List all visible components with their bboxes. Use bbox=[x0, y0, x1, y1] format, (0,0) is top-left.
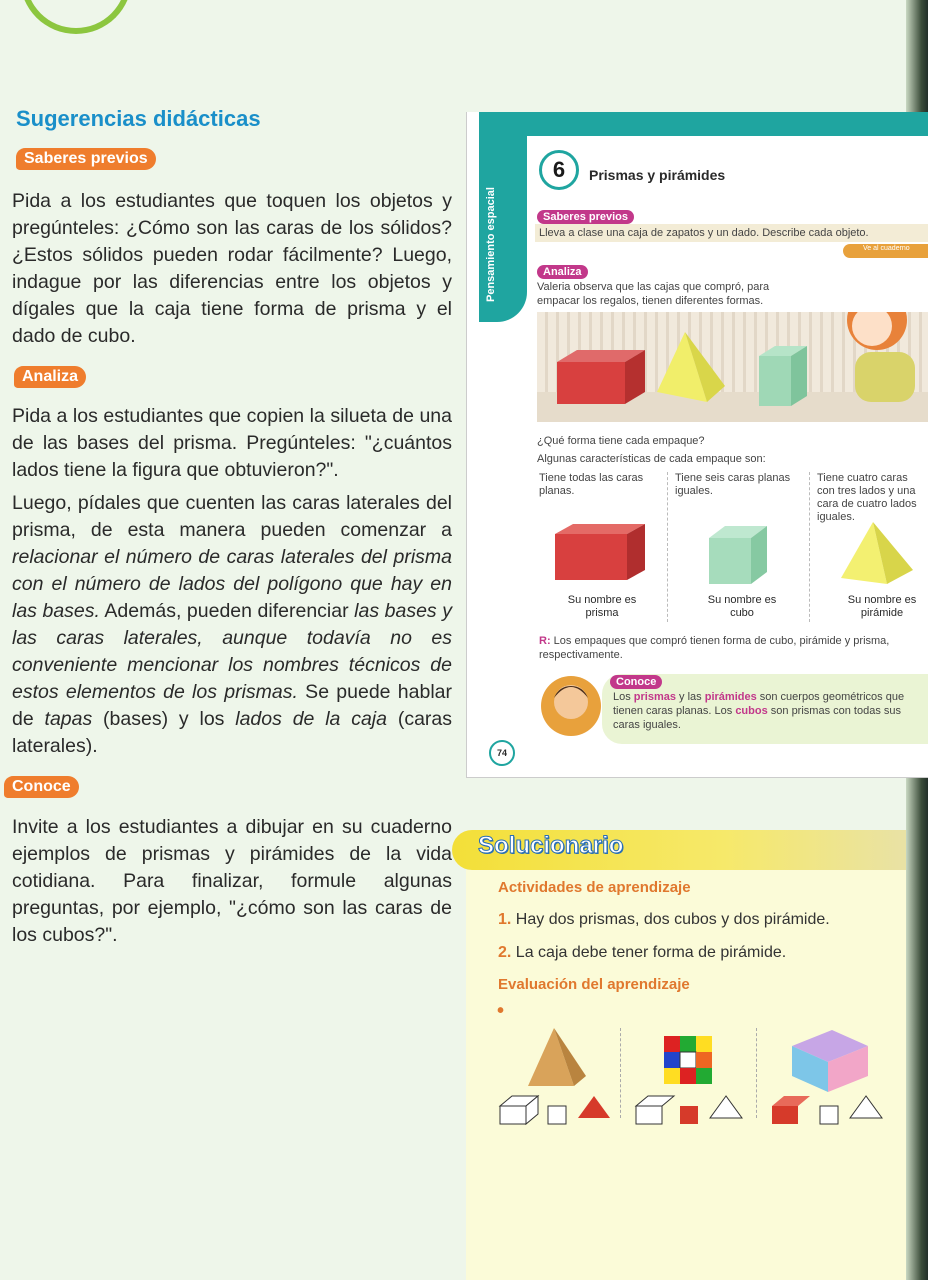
book-saberes-text: Lleva a clase una caja de zapatos y un dado. Describe cada objeto. bbox=[539, 227, 869, 239]
rubik-sq-5 bbox=[680, 1052, 696, 1068]
analiza-text-2e: Se puede hablar de bbox=[12, 681, 452, 730]
caption-piramide bbox=[837, 594, 927, 620]
red-cube-2 bbox=[680, 1106, 698, 1124]
girl-shirt bbox=[855, 352, 915, 402]
rubik-sq-4 bbox=[664, 1052, 680, 1068]
set2-shapes bbox=[636, 1096, 742, 1124]
prism-drawing-front bbox=[555, 534, 627, 580]
evaluacion-heading: Evaluación del aprendizaje bbox=[498, 976, 690, 993]
item1-number: 1. bbox=[498, 911, 512, 928]
rubik-sq-9 bbox=[696, 1068, 712, 1084]
caption-prisma-text: Su nombre es prisma bbox=[567, 594, 637, 619]
green-cube bbox=[759, 356, 791, 406]
conoce-text-d: son prismas con todas sus caras iguales. bbox=[613, 705, 902, 731]
book-saberes-tag bbox=[537, 207, 634, 225]
analiza-text-2a: Luego, pídales que cuenten las caras laterales del prisma, de esta manera pueden comenzar a bbox=[12, 492, 452, 541]
scene-svg bbox=[537, 312, 928, 422]
wire-prism-2-top bbox=[636, 1096, 674, 1106]
red-prism-3-top bbox=[772, 1096, 810, 1106]
caption-prisma bbox=[557, 594, 647, 620]
page-number: 74 bbox=[489, 740, 515, 766]
answer-line bbox=[539, 634, 924, 662]
wire-cube-3 bbox=[820, 1106, 838, 1124]
book-analiza-text: Valeria observa que las cajas que compró, para empacar los regalos, tienen diferentes formas. bbox=[537, 281, 770, 307]
patterned-box bbox=[792, 1030, 868, 1092]
conoce-text-a: Los bbox=[613, 691, 634, 703]
conoce-text: Invite a los estudiantes a dibujar en su cuaderno ejemplos de prismas y pirámides de la vida cotidiana. Para finalizar, formule algunas preguntas, por ejemplo, "¿cómo son las caras de los cubos?". bbox=[12, 816, 452, 946]
col1-text: Tiene todas las caras planas. bbox=[539, 472, 644, 497]
cube-side bbox=[791, 346, 807, 406]
analiza-text-2 bbox=[12, 490, 452, 760]
rubik-sq-2 bbox=[680, 1036, 696, 1052]
red-pyramid-1 bbox=[578, 1096, 610, 1118]
chapter-title: Prismas y pirámides bbox=[589, 167, 726, 183]
analiza-text-2i: (caras laterales). bbox=[12, 708, 453, 757]
set3-shapes bbox=[772, 1096, 882, 1124]
side-label: Pensamiento espacial bbox=[485, 187, 497, 302]
caption-piramide-text: Su nombre es pirámide bbox=[847, 594, 917, 619]
rubik-sq-3 bbox=[696, 1036, 712, 1052]
divider-2 bbox=[809, 472, 810, 622]
conoce-bold-cubos: cubos bbox=[735, 705, 768, 717]
divider-1 bbox=[667, 472, 668, 622]
analiza-text-2f: tapas bbox=[44, 708, 93, 730]
conoce-label: Conoce bbox=[4, 776, 79, 798]
rubik-sq-7 bbox=[664, 1068, 680, 1084]
boy-avatar bbox=[539, 670, 603, 740]
rubik-cube bbox=[664, 1036, 712, 1084]
question-2: Algunas características de cada empaque son: bbox=[537, 453, 766, 465]
book-conoce-text bbox=[613, 690, 923, 732]
book-conoce-tag bbox=[610, 672, 662, 690]
page-title: Sugerencias didácticas bbox=[16, 106, 261, 131]
chapter-number: 6 bbox=[539, 150, 579, 190]
rubik-sq-8 bbox=[680, 1068, 696, 1084]
book-analiza-label: Analiza bbox=[537, 265, 588, 279]
caption-cubo bbox=[697, 594, 787, 620]
book-analiza-tag bbox=[537, 262, 588, 280]
wire-prism-2 bbox=[636, 1106, 662, 1124]
cube-drawing-front bbox=[709, 538, 751, 584]
scene-shelf-illustration bbox=[537, 312, 928, 422]
analiza-tag bbox=[14, 366, 86, 388]
analiza-text-2g: (bases) y los bbox=[92, 708, 236, 730]
col3-text: Tiene cuatro caras con tres lados y una cara de cuatro lados iguales. bbox=[817, 472, 917, 523]
evaluacion-bullet: • bbox=[497, 1000, 505, 1022]
top-teal-band bbox=[527, 112, 928, 136]
analiza-text-2h: lados de la caja bbox=[235, 708, 387, 730]
answer-label: R: bbox=[539, 635, 551, 647]
rubik-sq-1 bbox=[664, 1036, 680, 1052]
analiza-text-2b: relacionar el número de caras laterales del prisma con el número de lados del polígono que hay en las bases. bbox=[12, 546, 452, 622]
cube-drawing bbox=[705, 524, 775, 588]
rubik-sq-6 bbox=[696, 1052, 712, 1068]
top-decoration-arc bbox=[20, 0, 132, 34]
item2-number: 2. bbox=[498, 944, 512, 961]
analiza-text-2c: Además, pueden diferenciar bbox=[99, 600, 355, 622]
analiza-text-2d: las bases y las caras laterales, aunque todavía no es conveniente mencionar los nombres técnicos de estos elementos de los prismas. bbox=[12, 600, 452, 703]
conoce-text-c: son cuerpos geométricos que tienen caras planas. Los bbox=[613, 691, 905, 717]
conoce-bold-prismas: prismas bbox=[633, 691, 676, 703]
analiza-text-1: Pida a los estudiantes que copien la silueta de una de las bases del prisma. Pregúnteles: "¿cuántos lados tiene la figura que obtuvieron?". bbox=[12, 405, 452, 481]
ve-al-cuaderno-text: Ve al cuaderno bbox=[863, 245, 910, 252]
saberes-previos-tag bbox=[16, 148, 156, 170]
item1-text: Hay dos prismas, dos cubos y dos pirámide. bbox=[515, 911, 830, 928]
question-1: ¿Qué forma tiene cada empaque? bbox=[537, 435, 705, 447]
book-conoce-label: Conoce bbox=[610, 675, 662, 689]
solution-item-1 bbox=[498, 911, 830, 929]
wire-cube-1 bbox=[548, 1106, 566, 1124]
set1-shapes bbox=[500, 1096, 610, 1124]
answer-text: Los empaques que compró tienen forma de cubo, pirámide y prisma, respectivamente. bbox=[539, 635, 890, 661]
textbook-page bbox=[466, 112, 928, 778]
analiza-label: Analiza bbox=[14, 366, 86, 388]
wire-pyramid-3 bbox=[850, 1096, 882, 1118]
ve-al-cuaderno-badge bbox=[843, 244, 928, 258]
pyramid-drawing bbox=[837, 520, 917, 586]
boy-face bbox=[554, 685, 588, 719]
actividades-heading: Actividades de aprendizaje bbox=[498, 879, 691, 896]
red-prism-box bbox=[557, 362, 625, 404]
wire-prism-1 bbox=[500, 1106, 526, 1124]
col2-text: Tiene seis caras planas iguales. bbox=[675, 472, 791, 497]
conoce-bold-piramides: pirámides bbox=[704, 691, 757, 703]
caption-cubo-text: Su nombre es cubo bbox=[707, 594, 777, 619]
saberes-previos-label: Saberes previos bbox=[16, 148, 156, 170]
evaluation-figures bbox=[494, 1024, 894, 1130]
conoce-tag bbox=[4, 776, 79, 798]
saberes-previos-text: Pida a los estudiantes que toquen los objetos y pregúnteles: ¿Cómo son las caras de los sólidos? ¿Estos sólidos pueden rodar fácilmente? Luego, indague por las diferencias entre los objetos y dígales que la caja tiene forma de prisma y el dado de cubo. bbox=[12, 190, 452, 347]
solucionario-title: Solucionario bbox=[478, 832, 624, 859]
solution-item-2 bbox=[498, 944, 786, 962]
wire-pyramid-2 bbox=[710, 1096, 742, 1118]
conoce-text-b: y las bbox=[676, 691, 705, 703]
item2-text: La caja debe tener forma de pirámide. bbox=[515, 944, 787, 961]
book-saberes-label: Saberes previos bbox=[537, 210, 634, 224]
prism-drawing bbox=[547, 522, 647, 584]
red-prism-3 bbox=[772, 1106, 798, 1124]
